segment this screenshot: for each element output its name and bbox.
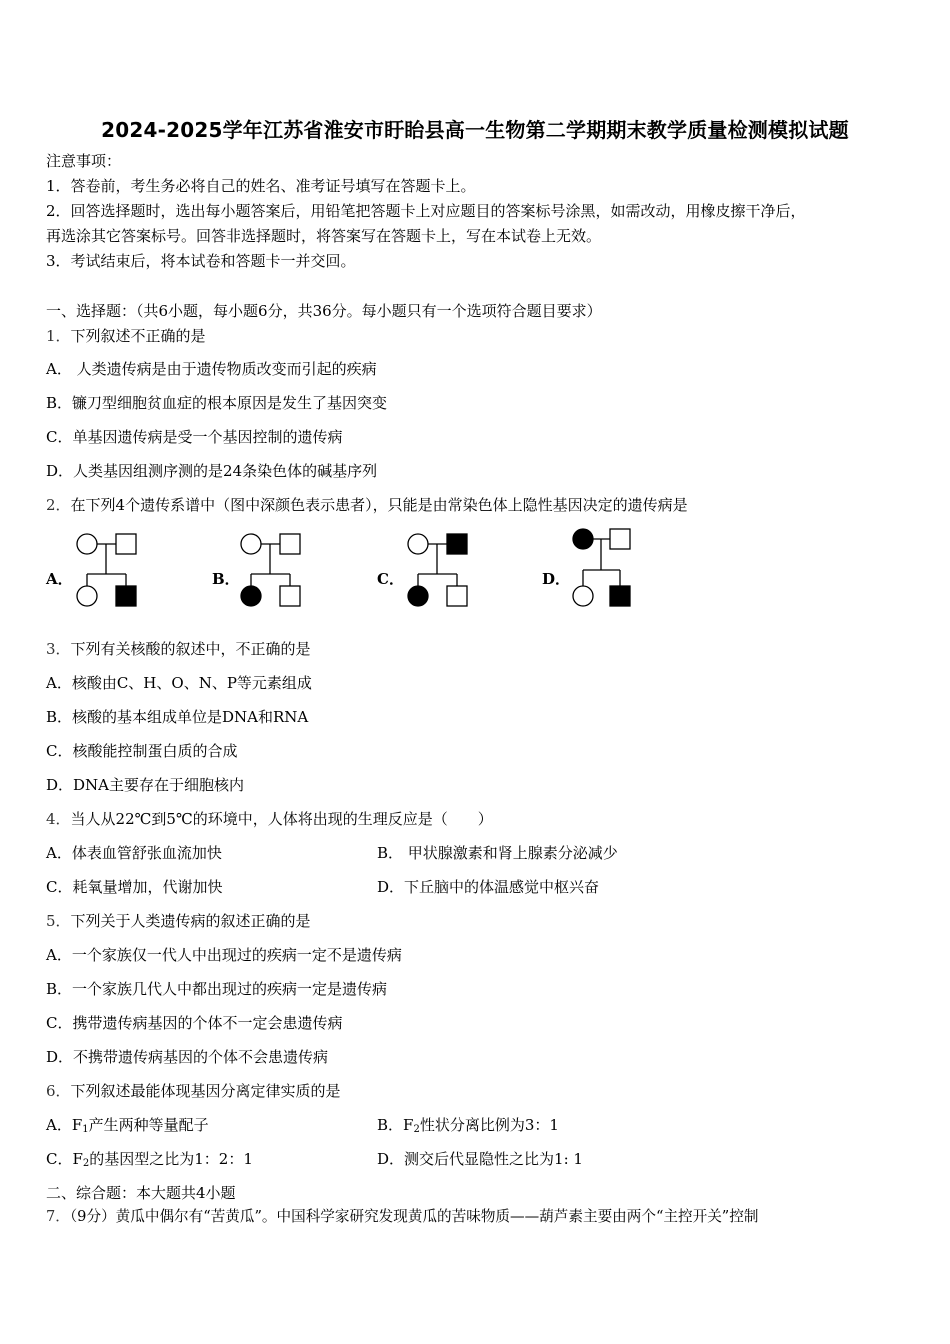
- child-female-unaffected: [77, 586, 97, 606]
- child-male-unaffected: [447, 586, 467, 606]
- q1-option-a: A． 人类遗传病是由于遗传物质改变而引起的疾病: [46, 360, 377, 378]
- q4-option-b: B． 甲状腺激素和肾上腺素分泌减少: [377, 844, 618, 862]
- q5-option-b: B．一个家族几代人中都出现过的疾病一定是遗传病: [46, 980, 388, 998]
- question-number: 4．: [46, 810, 71, 828]
- notice-item-1: 1．答卷前，考生务必将自己的姓名、准考证号填写在答题卡上。: [46, 177, 476, 195]
- q1-option-c: C．单基因遗传病是受一个基因控制的遗传病: [46, 428, 343, 446]
- question-stem: 在下列4个遗传系谱中（图中深颜色表示患者），只能是由常染色体上隐性基因决定的遗传病是: [70, 496, 688, 514]
- question-stem: （9分）黄瓜中偶尔有“苦黄瓜”。中国科学家研究发现黄瓜的苦味物质——葫芦素主要由两个“主控开关”控制: [69, 1208, 759, 1225]
- pedigree-d-label: D．: [542, 570, 571, 588]
- child-male-unaffected: [280, 586, 300, 606]
- question-number: 5．: [46, 912, 71, 930]
- pedigree-b: [238, 532, 308, 610]
- section-1-heading: 一、选择题：（共6小题，每小题6分，共36分。每小题只有一个选项符合题目要求）: [46, 302, 602, 320]
- question-stem: 下列叙述最能体现基因分离定律实质的是: [70, 1082, 341, 1100]
- question-1: [46, 325, 206, 347]
- child-female-affected: [408, 586, 428, 606]
- question-number: 6．: [46, 1082, 71, 1100]
- q4-option-c: C．耗氧量增加，代谢加快: [46, 878, 223, 896]
- question-stem: 下列关于人类遗传病的叙述正确的是: [70, 912, 311, 930]
- pedigree-d: [570, 528, 640, 610]
- pedigree-a: [74, 532, 144, 610]
- q6-option-b: B．$F_2$性状分离比例为3：1: [377, 1116, 559, 1135]
- child-male-affected: [116, 586, 136, 606]
- q5-option-c: C．携带遗传病基因的个体不一定会患遗传病: [46, 1014, 343, 1032]
- question-number: 1．: [46, 327, 71, 345]
- question-number: 7．: [46, 1208, 70, 1225]
- parent-male-unaffected: [610, 529, 630, 549]
- q4-option-d: D．下丘脑中的体温感觉中枢兴奋: [377, 878, 600, 896]
- pedigree-c: [405, 532, 475, 610]
- section-2-heading: 二、综合题：本大题共4小题: [46, 1184, 236, 1202]
- question-stem: 下列有关核酸的叙述中，不正确的是: [70, 640, 311, 658]
- q6-option-d: D．测交后代显隐性之比为1: 1: [377, 1150, 583, 1168]
- notice-item-2-cont: 再选涂其它答案标号。回答非选择题时，将答案写在答题卡上，写在本试卷上无效。: [46, 227, 602, 245]
- notice-heading: 注意事项：: [46, 152, 122, 170]
- question-3: [46, 638, 311, 660]
- q4-option-a: A．体表血管舒张血流加快: [46, 844, 222, 862]
- parent-male-affected: [447, 534, 467, 554]
- notice-item-2: 2．回答选择题时，选出每小题答案后，用铅笔把答题卡上对应题目的答案标号涂黑，如需改动，用橡皮擦干净后，: [46, 202, 806, 220]
- q6-option-c: C．$F_2$的基因型之比为1：2：1: [46, 1150, 253, 1169]
- question-7: [46, 1206, 758, 1228]
- question-4: [46, 808, 493, 830]
- child-female-affected: [241, 586, 261, 606]
- q3-option-c: C．核酸能控制蛋白质的合成: [46, 742, 238, 760]
- q3-option-b: B．核酸的基本组成单位是DNA和RNA: [46, 708, 309, 726]
- question-stem: 当人从22℃到5℃的环境中，人体将出现的生理反应是（ ）: [70, 810, 493, 828]
- pedigree-a-label: A．: [46, 570, 73, 588]
- question-6: [46, 1080, 341, 1102]
- q1-option-b: B．镰刀型细胞贫血症的根本原因是发生了基因突变: [46, 394, 388, 412]
- page-title: 2024-2025学年江苏省淮安市盱眙县高一生物第二学期期末教学质量检测模拟试题: [101, 118, 849, 142]
- parent-female-unaffected: [77, 534, 97, 554]
- child-male-affected: [610, 586, 630, 606]
- question-stem: 下列叙述不正确的是: [70, 327, 206, 345]
- question-number: 2．: [46, 496, 71, 514]
- parent-female-affected: [573, 529, 593, 549]
- parent-female-unaffected: [241, 534, 261, 554]
- parent-male-unaffected: [280, 534, 300, 554]
- question-number: 3．: [46, 640, 71, 658]
- question-5: [46, 910, 311, 932]
- pedigree-c-label: C．: [377, 570, 404, 588]
- question-2: [46, 494, 688, 516]
- child-female-unaffected: [573, 586, 593, 606]
- q6-option-a: A．$F_1$产生两种等量配子: [46, 1116, 209, 1135]
- q1-option-d: D．人类基因组测序测的是24条染色体的碱基序列: [46, 462, 378, 480]
- parent-male-unaffected: [116, 534, 136, 554]
- q5-option-a: A．一个家族仅一代人中出现过的疾病一定不是遗传病: [46, 946, 402, 964]
- parent-female-unaffected: [408, 534, 428, 554]
- q5-option-d: D．不携带遗传病基因的个体不会患遗传病: [46, 1048, 329, 1066]
- notice-item-3: 3．考试结束后，将本试卷和答题卡一并交回。: [46, 252, 356, 270]
- q3-option-a: A．核酸由C、H、O、N、P等元素组成: [46, 674, 312, 692]
- q3-option-d: D．DNA主要存在于细胞核内: [46, 776, 245, 794]
- pedigree-b-label: B．: [212, 570, 240, 588]
